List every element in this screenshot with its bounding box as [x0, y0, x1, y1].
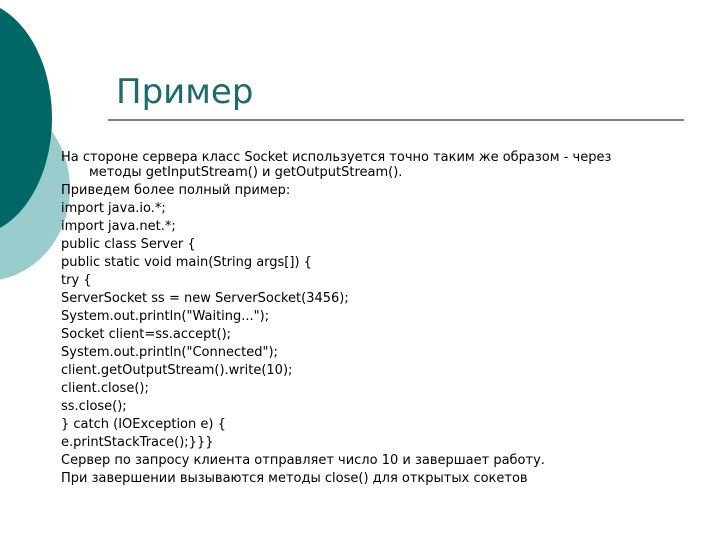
body-line: Сервер по запросу клиента отправляет число 10 и завершает работу. [61, 453, 545, 468]
code-line: System.out.println("Waiting..."); [61, 309, 270, 324]
code-line: public static void main(String args[]) { [61, 255, 312, 270]
code-line: client.close(); [61, 381, 149, 396]
code-line: System.out.println("Connected"); [61, 345, 278, 360]
slide-body [61, 150, 661, 488]
code-line: } catch (IOException e) { [61, 417, 226, 432]
code-line: import java.net.*; [61, 219, 176, 234]
code-line: Socket client=ss.accept(); [61, 327, 232, 342]
code-line: import java.io.*; [61, 201, 166, 216]
code-line: client.getOutputStream().write(10); [61, 363, 293, 378]
code-line: public class Server { [61, 237, 196, 252]
code-line: ss.close(); [61, 399, 127, 414]
code-line: ServerSocket ss = new ServerSocket(3456); [61, 291, 349, 306]
body-line: При завершении вызываются методы close() для открытых сокетов [61, 471, 528, 486]
code-line: try { [61, 273, 92, 288]
body-line: На стороне сервера класс Socket используется точно таким же образом - через методы getInputStream() и getOutputStream(). [61, 150, 612, 180]
body-line: Приведем более полный пример: [61, 183, 291, 198]
code-line: e.printStackTrace();}}} [61, 435, 214, 450]
title-divider [108, 119, 684, 121]
slide-title: Пример [116, 72, 254, 112]
